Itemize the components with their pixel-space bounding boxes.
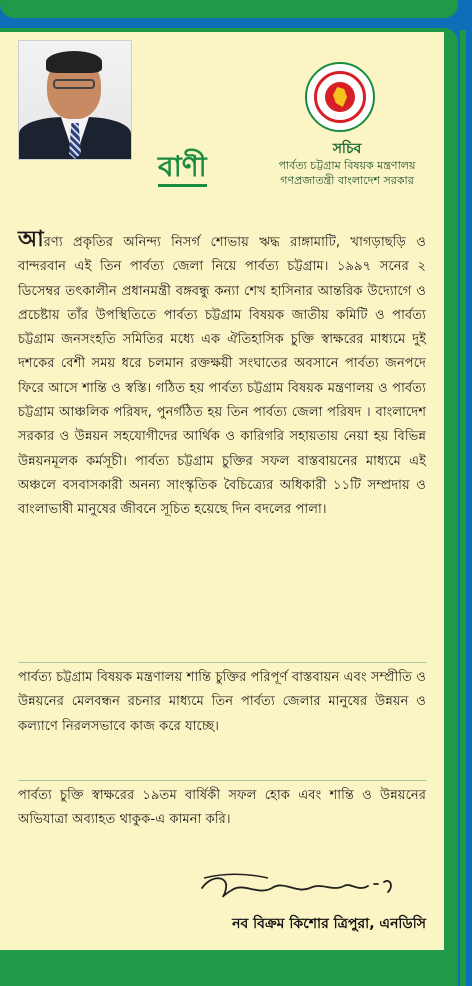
bottom-green-band bbox=[0, 950, 444, 986]
message-paragraph-3: পার্বত্য চুক্তি স্বাক্ষরের ১৯তম বার্ষিকী সফল হোক এবং শান্তি ও উন্নয়নের অভিযাত্রা অব্যাহত থাকুক-এ কামনা করি। bbox=[18, 788, 426, 828]
signer-name: নব বিক্রম কিশোর ত্রিপুরা, এনডিসি bbox=[232, 916, 426, 932]
right-green-strip bbox=[460, 30, 466, 986]
office-title-block bbox=[250, 140, 444, 188]
handwritten-signature bbox=[198, 868, 408, 904]
government-name: গণপ্রজাতন্ত্রী বাংলাদেশ সরকার bbox=[280, 174, 414, 187]
message-paragraph-2: পার্বত্য চট্টগ্রাম বিষয়ক মন্ত্রণালয় শান্তি চুক্তির পরিপূর্ণ বাস্তবায়ন এবং সম্প্রীতি ও উন্নয়নের মেলবন্ধন রচনার মাধ্যমে তিন পার্বত্য জেলার মানুষের উন্নয়ন ও কল্যাণে নিরলসভাবে কাজ করে যাচ্ছে। bbox=[18, 670, 426, 734]
portrait-glasses bbox=[53, 79, 95, 89]
paragraph-divider bbox=[18, 662, 426, 663]
top-green-band bbox=[0, 0, 458, 18]
drop-cap: আ bbox=[18, 227, 44, 252]
paragraph-divider bbox=[18, 780, 426, 781]
bani-heading: বাণী bbox=[158, 150, 207, 187]
secretary-portrait bbox=[18, 40, 132, 160]
portrait-hair bbox=[46, 51, 102, 73]
message-paragraph-1 bbox=[18, 228, 426, 523]
designation-label: সচিব bbox=[332, 141, 362, 157]
paragraph-1-text: রণ্য প্রকৃতির অনিন্দ্য নিসর্গ শোভায় ঋদ্ধ রাঙ্গামাটি, খাগড়াছড়ি ও বান্দরবান এই তিন পার্বত্য জেলা নিয়ে পার্বত্য চট্টগ্রাম। ১৯৯৭ সনের ২ ডিসেম্বর তৎকালীন প্রধানমন্ত্রী বঙ্গবন্ধু কন্যা শেখ হাসিনার আন্তরিক উদ্যোগে ও প্রচেষ্টায় তাঁর উপস্থিতিতে পার্বত্য চট্টগ্রাম বিষয়ক জাতীয় কমিটি ও পার্বত্য চট্টগ্রাম জনসংহতি সমিতির মধ্যে এক ঐতিহাসিক চুক্তি স্বাক্ষরের মাধ্যমে দুই দশকের বেশী সময় ধরে চলমান রক্তক্ষয়ী সংঘাতের অবসানে পার্বত্য জনপদে ফিরে আসে শান্তি ও স্বস্তি। গঠিত হয় পার্বত্য চট্টগ্রাম বিষয়ক মন্ত্রণালয় ও পার্বত্য চট্টগ্রাম আঞ্চলিক পরিষদ, পুনর্গঠিত হয় তিন পার্বত্য জেলা পরিষদ । বাংলাদেশ সরকার ও উন্নয়ন সহযোগীদের আর্থিক ও কারিগরি সহায়তায় নেয়া হয় বিভিন্ন উন্নয়নমূলক কর্মসূচী। পার্বত্য চট্টগ্রাম চুক্তির সফল বাস্তবায়নের মাধ্যমে এই অঞ্চলে বসবাসকারী অনন্য সাংস্কৃতিক বৈচিত্র্যের অধিকারী ১১টি সম্প্রদায় ও বাংলাভাষী মানুষের জীবনে সূচিত হয়েছে দিন বদলের পালা। bbox=[18, 235, 426, 518]
ministry-name: পার্বত্য চট্টগ্রাম বিষয়ক মন্ত্রণালয় bbox=[278, 159, 416, 172]
government-emblem bbox=[305, 62, 375, 132]
